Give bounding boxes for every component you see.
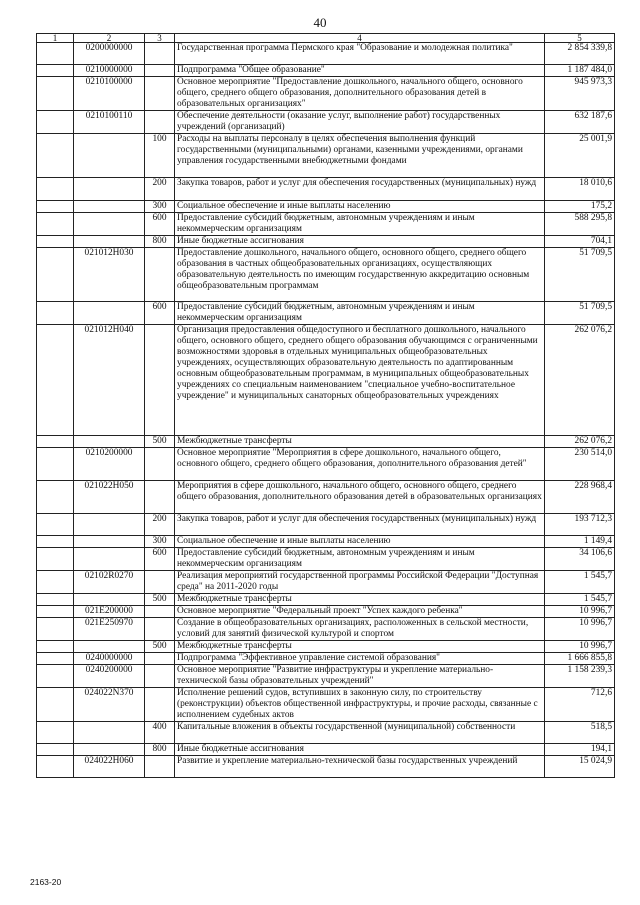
cell-index [37, 756, 74, 778]
cell-amount: 1 666 855,8 [545, 653, 615, 665]
cell-description: Основное мероприятие "Федеральный проект "Успех каждого ребенка" [175, 606, 545, 618]
cell-amount: 34 106,6 [545, 548, 615, 571]
cell-code: 024022Н060 [74, 756, 145, 778]
cell-description: Основное мероприятие "Мероприятия в сфере дошкольного, начального общего, основного общего, среднего общего образования, дополнительного образования детей" [175, 448, 545, 481]
cell-index [37, 213, 74, 236]
cell-code [74, 641, 145, 653]
cell-description: Иные бюджетные ассигнования [175, 236, 545, 248]
cell-index [37, 641, 74, 653]
table-row [37, 744, 615, 756]
page-number: 40 [313, 15, 327, 30]
cell-description: Исполнение решений судов, вступивших в законную силу, по строительству (реконструкции) объектов общественной инфраструктуры, и прочие расходы, связанные с исполнением судебных актов [175, 688, 545, 722]
cell-expense-type: 300 [145, 536, 175, 548]
cell-amount: 51 709,5 [545, 302, 615, 325]
cell-amount: 175,2 [545, 201, 615, 213]
cell-expense-type [145, 111, 175, 134]
table-row [37, 722, 615, 744]
cell-expense-type [145, 618, 175, 641]
table-row [37, 548, 615, 571]
cell-amount: 193 712,3 [545, 514, 615, 536]
table-row [37, 514, 615, 536]
table-row [37, 481, 615, 514]
cell-description: Мероприятия в сфере дошкольного, начального общего, основного общего, среднего общего образования, дополнительного образования детей в образовательных организациях [175, 481, 545, 514]
header-col-1: 1 [37, 34, 74, 43]
table-row [37, 134, 615, 178]
cell-amount: 10 996,7 [545, 618, 615, 641]
cell-code: 0210000000 [74, 65, 145, 77]
cell-index [37, 536, 74, 548]
cell-expense-type: 600 [145, 213, 175, 236]
cell-code: 021E200000 [74, 606, 145, 618]
header-col-3: 3 [145, 34, 175, 43]
cell-expense-type: 500 [145, 641, 175, 653]
cell-description: Иные бюджетные ассигнования [175, 744, 545, 756]
cell-description: Организация предоставления общедоступного и бесплатного дошкольного, начального общего, основного общего, среднего общего образования обучающимся с ограниченными возможностями здоровья в отдельных муниципальных общеобразовательных учреждениях, осуществляющих образовательную деятельность по адаптированным основным общеобразовательным программам, в муниципальных общеобразовательных учреждениях со специальным наименованием "специальное учебно-воспитательное учреждение" и муниципальных санаторных общеобразовательных учреждениях [175, 325, 545, 436]
cell-expense-type [145, 65, 175, 77]
cell-description: Межбюджетные трансферты [175, 594, 545, 606]
table-row [37, 213, 615, 236]
table-row [37, 436, 615, 448]
cell-expense-type: 300 [145, 201, 175, 213]
cell-index [37, 77, 74, 111]
table-row [37, 111, 615, 134]
cell-code [74, 236, 145, 248]
table-row [37, 665, 615, 688]
cell-index [37, 302, 74, 325]
cell-description: Подпрограмма "Общее образование" [175, 65, 545, 77]
cell-index [37, 481, 74, 514]
cell-description: Основное мероприятие "Развитие инфраструктуры и укрепление материально-технической базы образовательных учреждений" [175, 665, 545, 688]
cell-amount: 712,6 [545, 688, 615, 722]
cell-amount: 230 514,0 [545, 448, 615, 481]
cell-index [37, 436, 74, 448]
cell-description: Закупка товаров, работ и услуг для обеспечения государственных (муниципальных) нужд [175, 514, 545, 536]
table-row [37, 571, 615, 594]
table-row [37, 448, 615, 481]
cell-amount: 25 001,9 [545, 134, 615, 178]
cell-amount: 18 010,6 [545, 178, 615, 201]
cell-description: Государственная программа Пермского края "Образование и молодежная политика" [175, 43, 545, 65]
cell-expense-type: 600 [145, 302, 175, 325]
cell-index [37, 548, 74, 571]
cell-amount: 51 709,5 [545, 248, 615, 302]
cell-amount: 262 076,2 [545, 325, 615, 436]
budget-table [36, 33, 615, 778]
table-row [37, 641, 615, 653]
cell-index [37, 571, 74, 594]
cell-index [37, 618, 74, 641]
header-col-5: 5 [545, 34, 615, 43]
cell-description: Основное мероприятие "Предоставление дошкольного, начального общего, основного общего, среднего общего образования, дополнительного образования детей в образовательных организациях" [175, 77, 545, 111]
cell-code: 0210100000 [74, 77, 145, 111]
cell-amount: 1 545,7 [545, 571, 615, 594]
cell-index [37, 448, 74, 481]
cell-expense-type [145, 653, 175, 665]
cell-amount: 1 158 239,3 [545, 665, 615, 688]
cell-index [37, 688, 74, 722]
cell-expense-type [145, 571, 175, 594]
cell-expense-type [145, 448, 175, 481]
cell-expense-type [145, 756, 175, 778]
table-row [37, 653, 615, 665]
cell-description: Развитие и укрепление материально-технической базы государственных учреждений [175, 756, 545, 778]
table-row [37, 77, 615, 111]
document-code: 2163-20 [30, 877, 62, 887]
cell-index [37, 65, 74, 77]
table-row [37, 178, 615, 201]
table-row [37, 43, 615, 65]
table-row [37, 594, 615, 606]
cell-code: 024022N370 [74, 688, 145, 722]
cell-expense-type: 500 [145, 594, 175, 606]
cell-code [74, 744, 145, 756]
cell-code: 0240000000 [74, 653, 145, 665]
cell-code [74, 722, 145, 744]
cell-index [37, 594, 74, 606]
cell-index [37, 236, 74, 248]
cell-expense-type [145, 606, 175, 618]
header-col-4: 4 [175, 34, 545, 43]
table-row [37, 688, 615, 722]
table-row [37, 236, 615, 248]
header-row [37, 34, 615, 43]
cell-index [37, 111, 74, 134]
cell-expense-type [145, 325, 175, 436]
cell-expense-type [145, 43, 175, 65]
cell-code: 021012Н030 [74, 248, 145, 302]
table-row [37, 325, 615, 436]
cell-description: Создание в общеобразовательных организациях, расположенных в сельской местности, условий для занятий физической культурой и спортом [175, 618, 545, 641]
cell-amount: 632 187,6 [545, 111, 615, 134]
cell-code [74, 536, 145, 548]
cell-expense-type: 100 [145, 134, 175, 178]
cell-code: 021E250970 [74, 618, 145, 641]
cell-description: Межбюджетные трансферты [175, 436, 545, 448]
table-row [37, 201, 615, 213]
cell-amount: 1 545,7 [545, 594, 615, 606]
cell-expense-type [145, 481, 175, 514]
cell-description: Закупка товаров, работ и услуг для обеспечения государственных (муниципальных) нужд [175, 178, 545, 201]
header-col-2: 2 [74, 34, 145, 43]
cell-description: Социальное обеспечение и иные выплаты населению [175, 536, 545, 548]
cell-index [37, 722, 74, 744]
table-body [37, 43, 615, 778]
cell-amount: 10 996,7 [545, 606, 615, 618]
cell-description: Предоставление субсидий бюджетным, автономным учреждениям и иным некоммерческим организациям [175, 302, 545, 325]
cell-code [74, 302, 145, 325]
cell-amount: 588 295,8 [545, 213, 615, 236]
cell-amount: 2 854 339,8 [545, 43, 615, 65]
cell-code: 021012Н040 [74, 325, 145, 436]
table-row [37, 248, 615, 302]
cell-amount: 262 076,2 [545, 436, 615, 448]
cell-index [37, 606, 74, 618]
cell-code [74, 436, 145, 448]
cell-expense-type: 800 [145, 744, 175, 756]
cell-description: Предоставление субсидий бюджетным, автономным учреждениям и иным некоммерческим организациям [175, 213, 545, 236]
cell-description: Межбюджетные трансферты [175, 641, 545, 653]
cell-amount: 518,5 [545, 722, 615, 744]
cell-expense-type [145, 665, 175, 688]
cell-amount: 228 968,4 [545, 481, 615, 514]
table-row [37, 756, 615, 778]
cell-amount: 704,1 [545, 236, 615, 248]
cell-amount: 1 149,4 [545, 536, 615, 548]
cell-expense-type [145, 688, 175, 722]
cell-code: 0240200000 [74, 665, 145, 688]
cell-description: Подпрограмма "Эффективное управление системой образования" [175, 653, 545, 665]
cell-expense-type [145, 248, 175, 302]
cell-code: 02102R0270 [74, 571, 145, 594]
cell-index [37, 653, 74, 665]
cell-index [37, 248, 74, 302]
cell-code [74, 201, 145, 213]
cell-index [37, 178, 74, 201]
cell-code: 0200000000 [74, 43, 145, 65]
cell-code: 0210100110 [74, 111, 145, 134]
cell-index [37, 744, 74, 756]
cell-description: Реализация мероприятий государственной программы Российской Федерации "Доступная среда" на 2011-2020 годы [175, 571, 545, 594]
cell-code [74, 134, 145, 178]
cell-code: 0210200000 [74, 448, 145, 481]
cell-code: 021022Н050 [74, 481, 145, 514]
table-row [37, 606, 615, 618]
cell-index [37, 514, 74, 536]
cell-description: Капитальные вложения в объекты государственной (муниципальной) собственности [175, 722, 545, 744]
cell-index [37, 325, 74, 436]
cell-code [74, 548, 145, 571]
cell-description: Обеспечение деятельности (оказание услуг, выполнение работ) государственных учреждений (организаций) [175, 111, 545, 134]
cell-expense-type: 400 [145, 722, 175, 744]
cell-index [37, 665, 74, 688]
cell-code [74, 178, 145, 201]
cell-expense-type: 500 [145, 436, 175, 448]
cell-index [37, 134, 74, 178]
cell-amount: 1 187 484,0 [545, 65, 615, 77]
cell-description: Предоставление дошкольного, начального общего, основного общего, среднего общего образования в частных общеобразовательных организациях, осуществляющих образовательную деятельность по имеющим государственную аккредитацию основным общеобразовательным программам [175, 248, 545, 302]
cell-code [74, 213, 145, 236]
table-row [37, 65, 615, 77]
cell-expense-type: 200 [145, 178, 175, 201]
table-row [37, 618, 615, 641]
cell-description: Предоставление субсидий бюджетным, автономным учреждениям и иным некоммерческим организациям [175, 548, 545, 571]
cell-amount: 194,1 [545, 744, 615, 756]
cell-code [74, 514, 145, 536]
table-row [37, 302, 615, 325]
cell-expense-type: 800 [145, 236, 175, 248]
cell-amount: 10 996,7 [545, 641, 615, 653]
cell-amount: 15 024,9 [545, 756, 615, 778]
cell-index [37, 43, 74, 65]
cell-code [74, 594, 145, 606]
cell-expense-type: 200 [145, 514, 175, 536]
table-row [37, 536, 615, 548]
cell-description: Расходы на выплаты персоналу в целях обеспечения выполнения функций государственными (муниципальными) органами, казенными учреждениями, органами управления государственными внебюджетными фондами [175, 134, 545, 178]
cell-description: Социальное обеспечение и иные выплаты населению [175, 201, 545, 213]
cell-amount: 945 973,3 [545, 77, 615, 111]
cell-index [37, 201, 74, 213]
cell-expense-type: 600 [145, 548, 175, 571]
cell-expense-type [145, 77, 175, 111]
